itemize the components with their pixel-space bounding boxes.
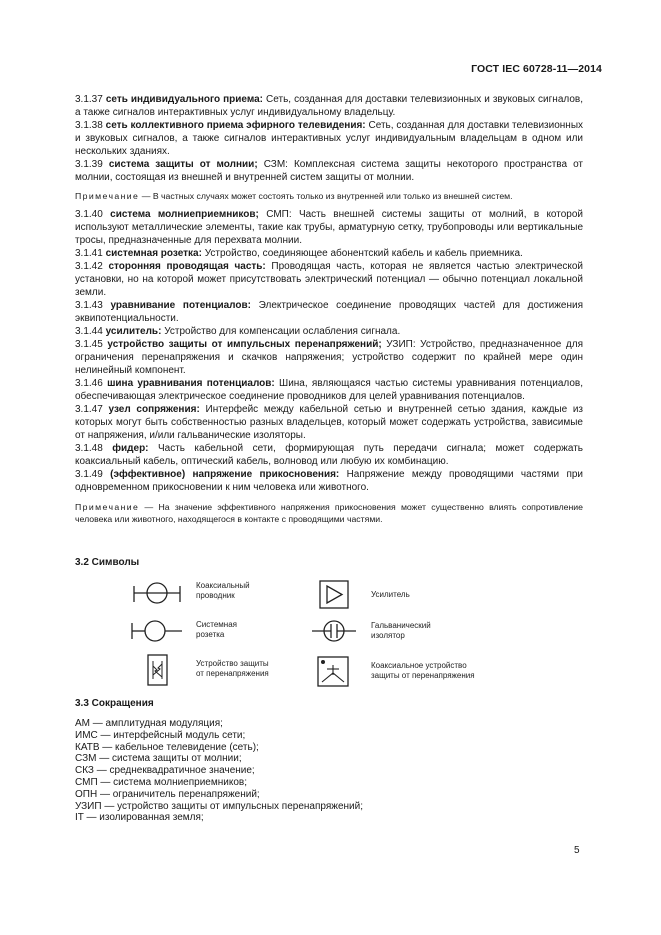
definitions-list-a (75, 93, 583, 184)
definitions-list-b (75, 208, 583, 494)
definition-text: Напряжение между проводящими частями при одновременном прикосновении к ним человека или животного. (75, 469, 584, 493)
definition-number: 3.1.39 (75, 159, 103, 170)
definition-term: (эффективное) напряжение прикосновения: (110, 469, 340, 480)
abbreviation-item: КАТВ — кабельное телевидение (сеть); (75, 741, 259, 753)
note-text: — На значение эффективного напряжения прикосновения может существенно влиять сопротивление человека или животного, находящегося в контакте с проводящими частями. (75, 502, 583, 524)
definition-number: 3.1.47 (75, 404, 103, 415)
definition-item (75, 338, 583, 377)
definition-text: Электрическое соединение проводящих частей для достижения эквипотенциальности. (75, 300, 583, 324)
note-label: Примечание (75, 502, 140, 512)
abbreviation-item: СМП — система молниеприемников; (75, 776, 247, 788)
definition-text: Шина, являющаяся частью системы уравнивания потенциалов, обеспечивающая электрическое соединение проводников для целей уравнивания потенциалов. (75, 378, 584, 402)
definition-term: система молниеприемников; (110, 209, 259, 220)
definition-text: Интерфейс между кабельной сетью и внутренней сетью здания, каждые из которых могут быть собственностью разных владельцев, который может содержать устройства, зависимые от напряжения, и/или гальванические изоляторы. (75, 404, 584, 441)
abbreviation-item: СЗМ — система защиты от молнии; (75, 753, 242, 765)
definition-item (75, 325, 583, 338)
definition-term: фидер: (112, 443, 149, 454)
abbreviations-heading: 3.3 Сокращения (75, 698, 154, 709)
definition-item (75, 442, 583, 468)
surge-protection-label: Устройство защиты от перенапряжения (196, 659, 269, 678)
definition-item (75, 208, 583, 247)
definition-number: 3.1.38 (75, 120, 103, 131)
abbreviation-item: СКЗ — среднеквадратичное значение; (75, 765, 255, 777)
definition-number: 3.1.37 (75, 94, 103, 105)
abbreviations-list (75, 718, 575, 824)
system-outlet-icon (130, 616, 190, 646)
definition-term: системная розетка: (105, 248, 202, 259)
definition-item (75, 468, 583, 494)
abbreviation-item: УЗИП — устройство защиты от импульсных перенапряжений; (75, 800, 363, 812)
definition-term: сторонняя проводящая часть: (108, 261, 266, 272)
definition-text: Сеть, созданная для доставки телевизионных и звуковых сигналов, а также сигналов интерактивных услуг индивидуальным владельцам в одном или нескольких зданиях. (75, 120, 584, 157)
coax-surge-protection-icon (316, 655, 352, 689)
definition-number: 3.1.44 (75, 326, 103, 337)
abbreviation-item: ОПН — ограничитель перенапряжений; (75, 788, 260, 800)
definition-number: 3.1.40 (75, 209, 103, 220)
definition-text: Устройство, соединяющее абонентский кабель и кабель приемника. (204, 248, 523, 259)
definition-number: 3.1.49 (75, 469, 103, 480)
definitions-block (75, 93, 583, 531)
definition-term: сеть коллективного приема эфирного телевидения: (105, 120, 366, 131)
definition-item (75, 299, 583, 325)
definition-item (75, 403, 583, 442)
definition-text: Часть кабельной сети, формирующая путь передачи сигнала; может содержать коаксиальный кабель, оптический кабель, волновод или любую их комбинацию. (75, 443, 583, 467)
definition-number: 3.1.46 (75, 378, 103, 389)
system-outlet-label: Системная розетка (196, 620, 237, 639)
note-text: — В частных случаях может состоять только из внутренней или только из внешней систем. (141, 191, 513, 201)
definition-item (75, 158, 583, 184)
definition-text: УЗИП: Устройство, предназначенное для ограничения перенапряжения и скачков напряжения; устройство содержит по крайней мере один нелинейный компонент. (75, 339, 584, 376)
definition-number: 3.1.42 (75, 261, 103, 272)
surge-protection-icon (145, 653, 171, 689)
definition-item (75, 377, 583, 403)
definition-text: СЗМ: Комплексная система защиты некоторого пространства от молнии, состоящая из внешней и внутренней систем защиты от молнии. (75, 159, 583, 183)
definition-number: 3.1.45 (75, 339, 103, 350)
galvanic-isolator-label: Гальванический изолятор (371, 621, 431, 640)
definition-term: шина уравнивания потенциалов: (107, 378, 275, 389)
definition-item (75, 119, 583, 158)
definition-term: узел сопряжения: (108, 404, 200, 415)
document-header: ГОСТ IEC 60728-11—2014 (471, 63, 602, 75)
definition-item (75, 93, 583, 119)
amplifier-icon (319, 580, 351, 610)
abbreviation-item: АМ — амплитудная модуляция; (75, 718, 223, 729)
definition-text: СМП: Часть внешней системы защиты от молний, в которой используют металлические элементы, такие как трубы, арматурную сетку, трубопроводы или вертикальные тросы, предназначенные для перехвата молнии. (75, 209, 584, 246)
definition-text: Проводящая часть, которая не является частью электрической установки, но на которой может присутствовать электрический потенциал — обычно потенциал локальной земли. (75, 261, 584, 298)
definition-text: Устройство для компенсации ослабления сигнала. (164, 326, 401, 337)
symbols-heading: 3.2 Символы (75, 557, 140, 568)
definition-text: Сеть, созданная для доставки телевизионных и звуковых сигналов, а также сигналов интерактивных услуг индивидуальному владельцу. (75, 94, 583, 118)
definition-number: 3.1.43 (75, 300, 103, 311)
note-2 (75, 501, 583, 525)
definition-term: усилитель: (105, 326, 162, 337)
definition-term: уравнивание потенциалов: (110, 300, 251, 311)
definition-item (75, 260, 583, 299)
note-1 (75, 190, 583, 202)
definition-number: 3.1.48 (75, 443, 103, 454)
coax-conductor-icon (130, 578, 190, 608)
coax-conductor-label: Коаксиальный проводник (196, 581, 250, 600)
note-label: Примечание (75, 191, 140, 201)
definition-term: система защиты от молнии; (108, 159, 258, 170)
definition-item (75, 247, 583, 260)
definition-term: сеть индивидуального приема: (105, 94, 264, 105)
galvanic-isolator-icon (310, 616, 360, 646)
abbreviation-item: IT — изолированная земля; (75, 812, 204, 824)
definition-term: устройство защиты от импульсных перенапряжений; (107, 339, 382, 350)
page-number: 5 (574, 845, 580, 856)
amplifier-label: Усилитель (371, 590, 410, 599)
abbreviation-item: ИМС — интерфейсный модуль сети; (75, 729, 246, 741)
definition-number: 3.1.41 (75, 248, 103, 259)
coax-surge-protection-label: Коаксиальное устройство защиты от перенапряжения (371, 661, 475, 680)
